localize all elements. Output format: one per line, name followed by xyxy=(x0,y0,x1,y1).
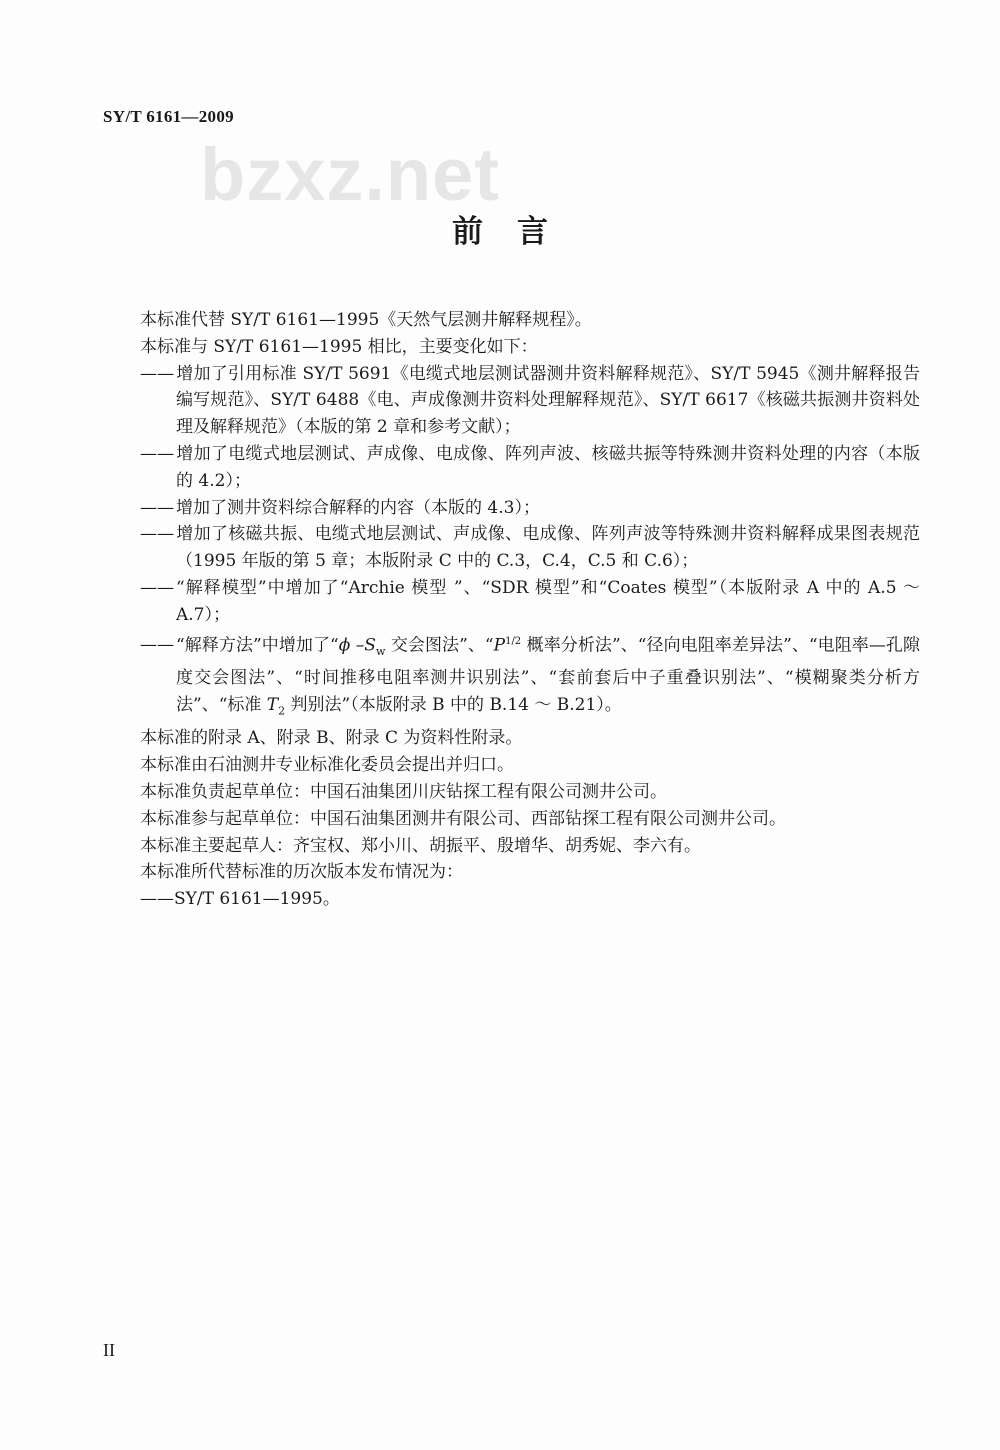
paragraph-drafting-unit: 本标准负责起草单位：中国石油集团川庆钻探工程有限公司测井公司。 xyxy=(140,781,667,802)
item-dash: —— xyxy=(140,363,174,384)
page-title xyxy=(0,206,1000,251)
change-item xyxy=(140,441,920,495)
item-dash: —— xyxy=(140,443,174,464)
change-text: “解释方法”中增加了“ xyxy=(176,635,339,656)
paragraph-participating-units: 本标准参与起草单位：中国石油集团测井有限公司、西部钻探工程有限公司测井公司。 xyxy=(140,808,786,829)
p-symbol: P xyxy=(493,635,506,656)
change-text: 增加了电缆式地层测试、声成像、电成像、阵列声波、核磁共振等特殊测井资料处理的内容（本版的 4.2）； xyxy=(176,443,920,491)
p-superscript: 1/2 xyxy=(505,635,522,647)
change-item xyxy=(140,575,920,629)
watermark-text: bzxz.net xyxy=(200,133,500,216)
paragraph-drafters: 本标准主要起草人：齐宝权、郑小川、胡振平、殷增华、胡秀妮、李六有。 xyxy=(140,835,701,856)
sw-subscript: w xyxy=(375,644,386,658)
item-dash: —— xyxy=(140,497,174,518)
foreword-body xyxy=(140,307,920,913)
change-text: “解释模型”中增加了“Archie 模型 ”、“SDR 模型”和“Coates 模型”（本版附录 A 中的 A.5 ～ A.7）； xyxy=(176,577,920,625)
paragraph-proposer: 本标准由石油测井专业标准化委员会提出并归口。 xyxy=(140,755,514,776)
change-item xyxy=(140,495,920,522)
history-text: SY/T 6161—1995。 xyxy=(174,889,340,910)
history-item xyxy=(140,886,920,913)
paragraph-history-intro: 本标准所代替标准的历次版本发布情况为： xyxy=(140,862,463,883)
title-text: 前言 xyxy=(452,214,582,250)
item-dash: —— xyxy=(140,524,174,545)
paragraph-changes-intro: 本标准与 SY/T 6161—1995 相比，主要变化如下： xyxy=(140,336,538,357)
sw-symbol: –S xyxy=(350,635,376,656)
item-dash: —— xyxy=(140,577,174,598)
change-text: 交会图法”、“ xyxy=(385,635,494,656)
paragraph-replaces: 本标准代替 SY/T 6161—1995《天然气层测井解释规程》。 xyxy=(140,310,592,330)
change-text: 判别法”（本版附录 B 中的 B.14 ～ B.21）。 xyxy=(285,695,622,716)
change-item xyxy=(140,629,920,726)
t-symbol: T xyxy=(266,695,279,716)
change-item xyxy=(140,361,920,441)
item-dash: —— xyxy=(140,635,174,656)
t-subscript: 2 xyxy=(278,704,286,718)
change-item xyxy=(140,521,920,575)
page-number: II xyxy=(103,1340,115,1360)
item-dash: —— xyxy=(140,889,174,910)
change-text: 概率分析法”、“径向电阻率差异法”、“电阻率—孔隙度交会图法”、“时间推移电阻率测井识别法”、“套前套后中子重叠识别法”、“模糊聚类分析方法”、“标准 xyxy=(176,635,920,716)
paragraph-appendices: 本标准的附录 A、附录 B、附录 C 为资料性附录。 xyxy=(140,728,523,749)
change-text: 增加了核磁共振、电缆式地层测试、声成像、电成像、阵列声波等特殊测井资料解释成果图表规范（1995 年版的第 5 章；本版附录 C 中的 C.3，C.4，C.5 和 C.6）； xyxy=(176,524,920,572)
change-text: 增加了测井资料综合解释的内容（本版的 4.3）； xyxy=(176,497,540,518)
change-text: 增加了引用标准 SY/T 5691《电缆式地层测试器测井资料解释规范》、SY/T 5945《测井解释报告编写规范》、SY/T 6488《电、声成像测井资料处理解释规范》、SY/T 6617《核磁共振测井资料处理及解释规范》（本版的第 2 章和参考文献）； xyxy=(176,363,920,438)
phi-symbol: ϕ xyxy=(338,635,351,656)
standard-code: SY/T 6161—2009 xyxy=(103,107,234,126)
